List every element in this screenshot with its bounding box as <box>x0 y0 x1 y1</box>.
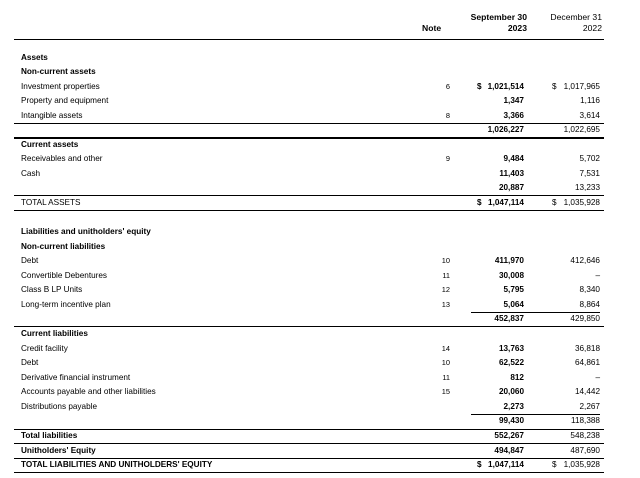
table-row <box>0 225 640 239</box>
row-current-value <box>455 342 524 356</box>
current-value-text: 411,970 <box>494 256 524 265</box>
row-current-value <box>455 312 524 326</box>
row-prior-value <box>530 342 600 356</box>
current-value-text: 62,522 <box>498 358 524 367</box>
row-label: Current liabilities <box>21 329 88 338</box>
table-row <box>0 429 640 443</box>
row-label: Unitholders' Equity <box>21 446 96 455</box>
row-note: 12 <box>441 285 450 294</box>
current-value-text: 1,047,114 <box>488 198 524 207</box>
current-value-text: 13,763 <box>498 344 524 353</box>
row-prior-value <box>530 414 600 428</box>
row-prior-value <box>530 123 600 137</box>
table-row <box>0 167 640 181</box>
row-current-value <box>455 458 524 472</box>
table-row <box>0 356 640 370</box>
prior-value-text: 1,035,928 <box>563 198 600 207</box>
current-value-text: 30,008 <box>498 271 524 280</box>
current-value-text: 812 <box>510 373 524 382</box>
row-label: Non-current assets <box>21 67 96 76</box>
currency-symbol: $ <box>477 198 482 207</box>
table-row <box>0 138 640 152</box>
row-note: 14 <box>441 344 450 353</box>
table-row <box>0 152 640 166</box>
row-label: Non-current liabilities <box>21 242 106 251</box>
prior-value-text: 7,531 <box>579 169 600 178</box>
row-note: 9 <box>445 154 450 163</box>
prior-value-text: 13,233 <box>574 183 600 192</box>
prior-value-text: 118,388 <box>571 416 600 425</box>
prior-value-text: 487,690 <box>570 446 600 455</box>
currency-symbol: $ <box>477 82 482 91</box>
table-row <box>0 458 640 472</box>
table-row <box>0 385 640 399</box>
row-current-value <box>455 181 524 195</box>
row-current-value <box>455 444 524 458</box>
row-current-value <box>455 80 524 94</box>
current-value-text: 3,366 <box>503 111 524 120</box>
prior-value-text: 64,861 <box>574 358 600 367</box>
current-value-text: 494,847 <box>494 446 524 455</box>
table-row <box>0 342 640 356</box>
row-label: Class B LP Units <box>21 285 83 294</box>
header-rule <box>14 39 604 40</box>
current-period-header-line1: September 30 <box>470 12 527 22</box>
row-label: Cash <box>21 169 41 178</box>
table-rule <box>471 312 600 313</box>
table-row <box>0 181 640 195</box>
row-prior-value <box>530 312 600 326</box>
row-label: Current assets <box>21 140 79 149</box>
row-note: 6 <box>445 82 450 91</box>
current-value-text: 552,267 <box>494 431 524 440</box>
prior-value-text: 1,116 <box>580 96 600 105</box>
table-row <box>0 109 640 123</box>
row-note: 10 <box>441 256 450 265</box>
row-current-value <box>455 109 524 123</box>
table-row <box>0 80 640 94</box>
table-row <box>0 327 640 341</box>
currency-symbol: $ <box>477 460 482 469</box>
current-value-text: 11,403 <box>499 169 524 178</box>
row-prior-value <box>530 269 600 283</box>
prior-value-text: 429,850 <box>570 314 600 323</box>
table-row <box>0 94 640 108</box>
table-row <box>0 51 640 65</box>
currency-symbol: $ <box>552 82 557 91</box>
row-current-value <box>455 429 524 443</box>
table-rule <box>14 472 604 473</box>
prior-value-text: 1,022,695 <box>563 125 600 134</box>
row-current-value <box>455 152 524 166</box>
row-label: Receivables and other <box>21 154 103 163</box>
table-rule <box>471 414 600 415</box>
row-label: Credit facility <box>21 344 68 353</box>
prior-value-text: – <box>595 271 600 280</box>
table-row <box>0 283 640 297</box>
prior-value-text: 412,646 <box>570 256 600 265</box>
current-value-text: 5,795 <box>503 285 524 294</box>
prior-value-text: 3,614 <box>579 111 600 120</box>
current-value-text: 2,273 <box>503 402 524 411</box>
prior-period-header-line2: 2022 <box>582 23 602 33</box>
row-prior-value <box>530 385 600 399</box>
row-label: Intangible assets <box>21 111 83 120</box>
row-label: TOTAL ASSETS <box>21 198 81 207</box>
currency-symbol: $ <box>552 460 557 469</box>
row-current-value <box>455 298 524 312</box>
current-value-text: 20,887 <box>498 183 524 192</box>
row-prior-value <box>530 298 600 312</box>
row-label: Total liabilities <box>21 431 78 440</box>
row-prior-value <box>530 109 600 123</box>
row-prior-value <box>530 167 600 181</box>
row-current-value <box>455 400 524 414</box>
table-row <box>0 444 640 458</box>
row-current-value <box>455 269 524 283</box>
row-label: Distributions payable <box>21 402 98 411</box>
current-period-header-line2: 2023 <box>507 23 527 33</box>
prior-value-text: – <box>595 373 600 382</box>
table-rule <box>14 210 604 211</box>
table-rule <box>14 195 604 196</box>
row-prior-value <box>530 458 600 472</box>
table-row <box>0 65 640 79</box>
row-prior-value <box>530 196 600 210</box>
table-row <box>0 312 640 326</box>
row-prior-value <box>530 356 600 370</box>
row-prior-value <box>530 181 600 195</box>
row-current-value <box>455 283 524 297</box>
prior-value-text: 1,035,928 <box>563 460 600 469</box>
current-value-text: 5,064 <box>503 300 524 309</box>
row-current-value <box>455 123 524 137</box>
row-prior-value <box>530 283 600 297</box>
prior-value-text: 14,442 <box>574 387 600 396</box>
row-prior-value <box>530 429 600 443</box>
row-label: Investment properties <box>21 82 100 91</box>
row-current-value <box>455 196 524 210</box>
row-label: Liabilities and unitholders' equity <box>21 227 151 236</box>
prior-value-text: 2,267 <box>579 402 600 411</box>
row-label: Derivative financial instrument <box>21 373 131 382</box>
row-note: 13 <box>441 300 450 309</box>
table-row <box>0 400 640 414</box>
table-row <box>0 196 640 210</box>
row-note: 8 <box>445 111 450 120</box>
table-rule <box>14 443 604 444</box>
current-value-text: 1,347 <box>503 96 524 105</box>
row-prior-value <box>530 254 600 268</box>
current-value-text: 1,047,114 <box>488 460 524 469</box>
table-row <box>0 298 640 312</box>
current-value-text: 99,430 <box>498 416 524 425</box>
row-prior-value <box>530 400 600 414</box>
row-label: Debt <box>21 358 39 367</box>
current-value-text: 1,026,227 <box>487 125 524 134</box>
row-label: Long-term incentive plan <box>21 300 111 309</box>
row-current-value <box>455 94 524 108</box>
prior-value-text: 36,818 <box>574 344 600 353</box>
table-rule <box>14 429 604 430</box>
row-current-value <box>455 254 524 268</box>
row-prior-value <box>530 444 600 458</box>
row-prior-value <box>530 80 600 94</box>
row-current-value <box>455 371 524 385</box>
table-row <box>0 123 640 137</box>
currency-symbol: $ <box>552 198 557 207</box>
row-label: Accounts payable and other liabilities <box>21 387 156 396</box>
table-row <box>0 269 640 283</box>
row-label: Debt <box>21 256 39 265</box>
row-prior-value <box>530 371 600 385</box>
table-rule <box>14 458 604 459</box>
row-note: 15 <box>441 387 450 396</box>
table-row <box>0 414 640 428</box>
row-label: TOTAL LIABILITIES AND UNITHOLDERS' EQUITY <box>21 460 213 469</box>
table-rule <box>14 123 604 124</box>
row-label: Property and equipment <box>21 96 109 105</box>
current-value-text: 9,484 <box>503 154 524 163</box>
prior-value-text: 8,340 <box>579 285 600 294</box>
table-row <box>0 254 640 268</box>
prior-value-text: 1,017,965 <box>563 82 600 91</box>
row-label: Assets <box>21 53 48 62</box>
note-column-header: Note <box>422 23 442 33</box>
table-row <box>0 240 640 254</box>
table-rule <box>14 326 604 327</box>
table-rule <box>14 138 604 139</box>
prior-period-header-line1: December 31 <box>550 12 602 22</box>
current-value-text: 1,021,514 <box>487 82 524 91</box>
row-label: Convertible Debentures <box>21 271 108 280</box>
row-note: 11 <box>442 271 450 280</box>
row-current-value <box>455 167 524 181</box>
prior-value-text: 5,702 <box>579 154 600 163</box>
current-value-text: 452,837 <box>494 314 524 323</box>
row-current-value <box>455 414 524 428</box>
row-note: 11 <box>442 373 450 382</box>
prior-value-text: 8,864 <box>579 300 600 309</box>
row-current-value <box>455 356 524 370</box>
prior-value-text: 548,238 <box>570 431 600 440</box>
row-note: 10 <box>441 358 450 367</box>
current-value-text: 20,060 <box>498 387 524 396</box>
row-prior-value <box>530 94 600 108</box>
row-current-value <box>455 385 524 399</box>
table-row <box>0 371 640 385</box>
row-prior-value <box>530 152 600 166</box>
